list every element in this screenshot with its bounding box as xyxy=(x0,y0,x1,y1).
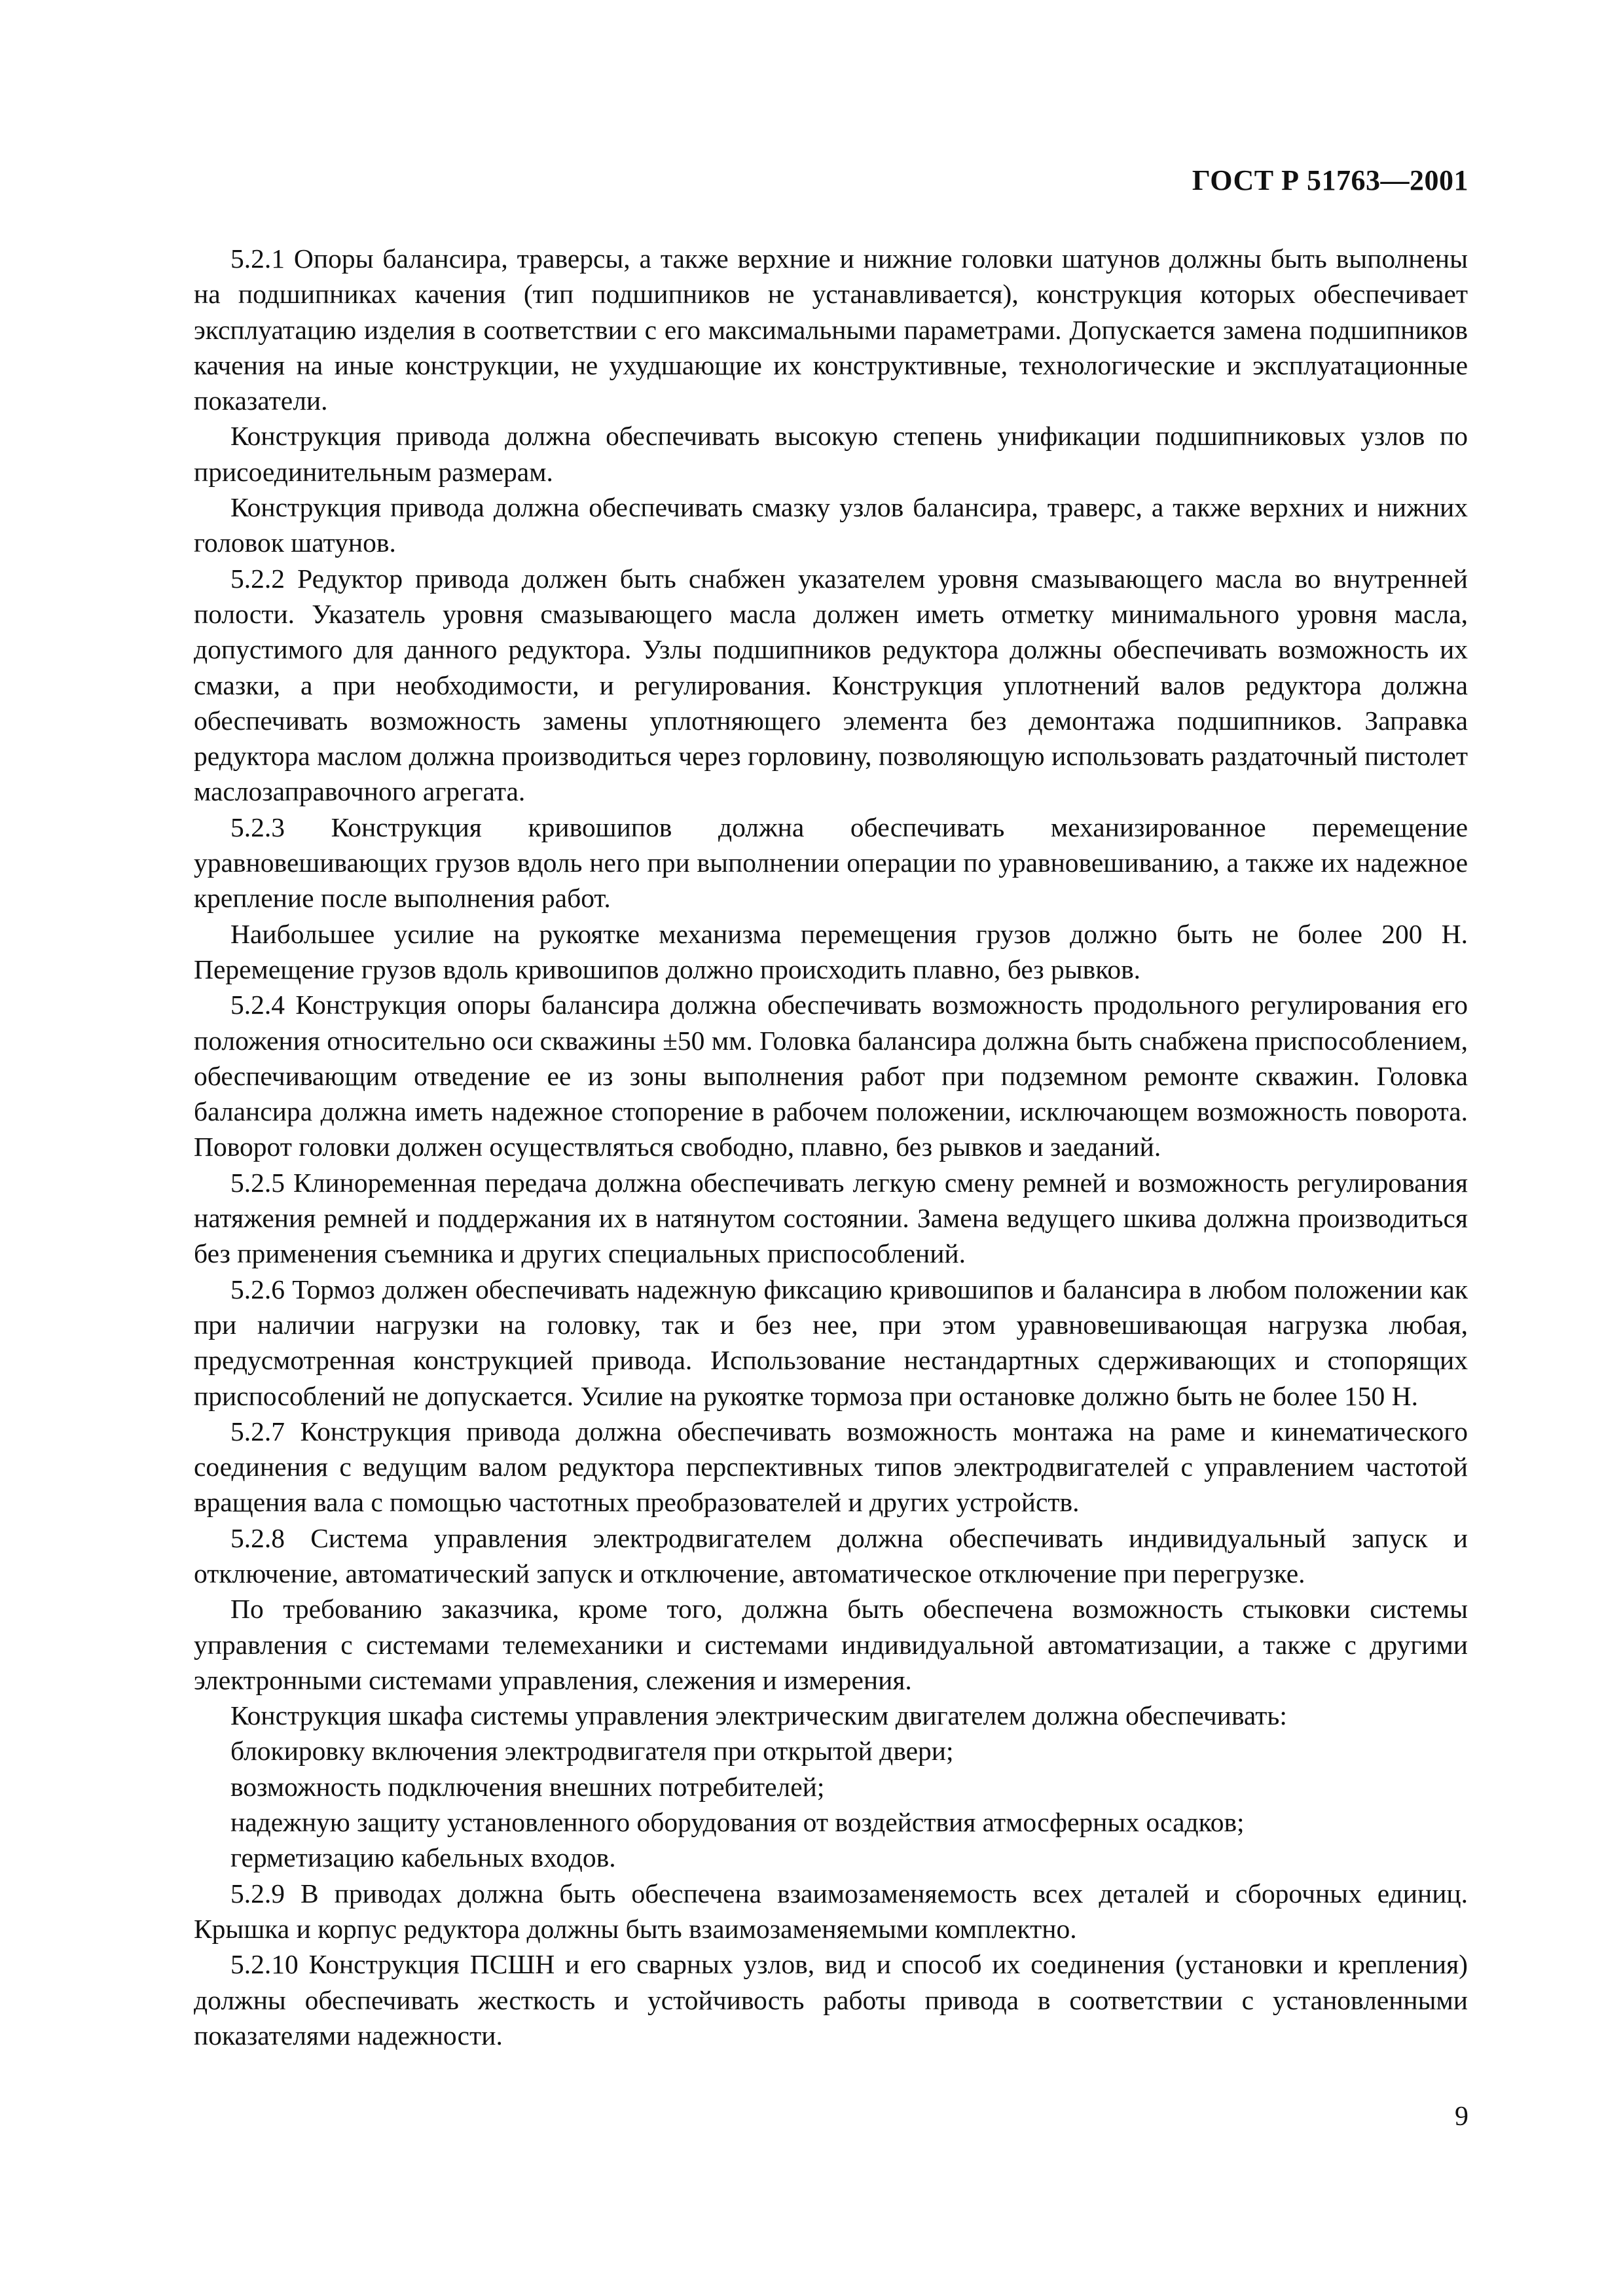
paragraph: По требованию заказчика, кроме того, должна быть обеспечена возможность стыковки системы управления с системами телемеханики и системами индивидуальной автоматизации, а также с другими электронными системами управления, слежения и измерения. xyxy=(194,1594,1468,1695)
list-item: блокировку включения электродвигателя при открытой двери; xyxy=(230,1736,954,1767)
paragraph: 5.2.7 Конструкция привода должна обеспечивать возможность монтажа на раме и кинематического соединения с ведущим валом редуктора перспективных типов электродвигателей с управлением частотой вращения вала с помощью частотных преобразователей и других устройств. xyxy=(194,1416,1468,1518)
paragraph: 5.2.3 Конструкция кривошипов должна обеспечивать механизированное перемещение уравновешивающих грузов вдоль него при выполнении операции по уравновешиванию, а также их надежное крепление после выполнения работ. xyxy=(194,812,1468,914)
list-item: герметизацию кабельных входов. xyxy=(230,1842,616,1873)
paragraph: 5.2.4 Конструкция опоры балансира должна обеспечивать возможность продольного регулирования его положения относительно оси скважины ±50 мм. Головка балансира должна быть снабжена приспособлением, обеспечивающим отведение ее из зоны выполнения работ при подземном ремонте скважин. Головка балансира должна иметь надежное стопорение в рабочем положении, исключающем возможность поворота. Поворот головки должен осуществляться свободно, плавно, без рывков и заеданий. xyxy=(194,990,1468,1162)
list-item: надежную защиту установленного оборудования от воздействия атмосферных осадков; xyxy=(230,1807,1245,1838)
paragraph: 5.2.8 Система управления электродвигателем должна обеспечивать индивидуальный запуск и отключение, автоматический запуск и отключение, автоматическое отключение при перегрузке. xyxy=(194,1522,1468,1588)
paragraph: Наибольшее усилие на рукоятке механизма перемещения грузов должно быть не более 200 Н. Перемещение грузов вдоль кривошипов должно происходить плавно, без рывков. xyxy=(194,918,1468,984)
document-body xyxy=(194,241,1468,2053)
paragraph: Конструкция привода должна обеспечивать высокую степень унификации подшипниковых узлов по присоединительным размерам. xyxy=(194,421,1468,487)
paragraph: 5.2.6 Тормоз должен обеспечивать надежную фиксацию кривошипов и балансира в любом положении как при наличии нагрузки на головку, так и без нее, при этом уравновешивающая нагрузка любая, предусмотренная конструкцией привода. Использование нестандартных сдерживающих и стопорящих приспособлений не допускается. Усилие на рукоятке тормоза при остановке должно быть не более 150 Н. xyxy=(194,1274,1468,1411)
paragraph: Конструкция привода должна обеспечивать смазку узлов балансира, траверс, а также верхних и нижних головок шатунов. xyxy=(194,492,1468,558)
list-intro: Конструкция шкафа системы управления электрическим двигателем должна обеспечивать: xyxy=(230,1700,1287,1731)
paragraph: 5.2.5 Клиноременная передача должна обеспечивать легкую смену ремней и возможность регулирования натяжения ремней и поддержания их в натянутом состоянии. Замена ведущего шкива должна производиться без применения съемника и других специальных приспособлений. xyxy=(194,1167,1468,1269)
paragraph: 5.2.10 Конструкция ПСШН и его сварных узлов, вид и способ их соединения (установки и крепления) должны обеспечивать жесткость и устойчивость работы привода в соответствии с установленными показателями надежности. xyxy=(194,1949,1468,2051)
document-header: ГОСТ Р 51763—2001 xyxy=(1192,164,1468,196)
list-item: возможность подключения внешних потребителей; xyxy=(230,1771,825,1802)
paragraph: 5.2.1 Опоры балансира, траверсы, а также верхние и нижние головки шатунов должны быть выполнены на подшипниках качения (тип подшипников не устанавливается), конструкция которых обеспечивает эксплуатацию изделия в соответствии с его максимальными параметрами. Допускается замена подшипников качения на иные конструкции, не ухудшающие их конструктивные, технологические и эксплуатационные показатели. xyxy=(194,243,1468,416)
paragraph: 5.2.9 В приводах должна быть обеспечена взаимозаменяемость всех деталей и сборочных единиц. Крышка и корпус редуктора должны быть взаимозаменяемыми комплектно. xyxy=(194,1878,1468,1944)
page-number: 9 xyxy=(1455,2102,1468,2132)
paragraph: 5.2.2 Редуктор привода должен быть снабжен указателем уровня смазывающего масла во внутренней полости. Указатель уровня смазывающего масла должен иметь отметку минимального уровня масла, допустимого для данного редуктора. Узлы подшипников редуктора должны обеспечивать возможность их смазки, а при необходимости, и регулирования. Конструкция уплотнений валов редуктора должна обеспечивать возможность замены уплотняющего элемента без демонтажа подшипников. Заправка редуктора маслом должна производиться через горловину, позволяющую использовать раздаточный пистолет маслозаправочного агрегата. xyxy=(194,563,1468,807)
